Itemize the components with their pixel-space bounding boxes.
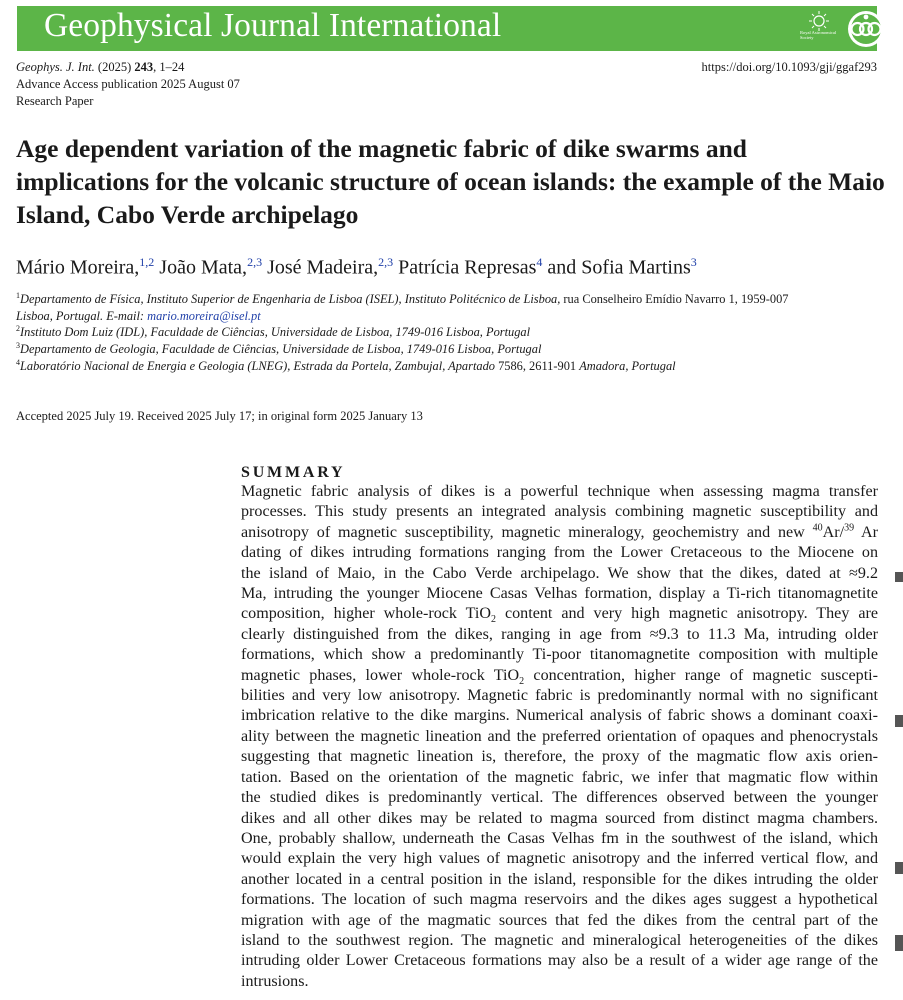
affiliation-text: Laboratório Nacional de Energia e Geologia (LNEG), Estrada da Portela, Zambujal, Apartado: [20, 359, 495, 374]
advance-access-date: Advance Access publication 2025 August 07: [16, 77, 240, 91]
affiliation-4: [16, 354, 886, 375]
affiliation-email-label: Lisboa, Portugal. E-mail:: [16, 309, 145, 324]
author-name: Mário Moreira,: [16, 256, 140, 279]
summary-line: would explain the very high values of magnetic anisotropy and the inferred vertical flow, and: [241, 850, 878, 868]
author-name: and Sofia Martins: [547, 256, 691, 279]
summary-line: island to the southwest region. The magnetic and mineralogical heterogeneities of the dikes: [241, 931, 878, 949]
summary-line: tation. Based on the orientation of the magnetic fabric, we infer that magmatic flow within: [241, 768, 878, 786]
affiliation-address: 7586, 2611-901: [494, 359, 580, 374]
author-name: José Madeira,: [267, 256, 379, 279]
doi-link[interactable]: https://doi.org/10.1093/gji/ggaf293: [701, 60, 877, 74]
affiliation-text: Departamento de Geologia, Faculdade de Ciências, Universidade de Lisboa, 1749-016 Lisboa, Portugal: [20, 342, 542, 357]
summary-line: another located in a central position in the island, responsible for the dikes intruding the older: [241, 870, 878, 888]
journal-abbreviation: Geophys. J. Int.: [16, 60, 95, 74]
citation-line: [16, 60, 184, 75]
author-affiliation-ref[interactable]: 1,2: [139, 255, 155, 269]
affiliation-city: Amadora, Portugal: [579, 359, 676, 374]
author-name: João Mata,: [159, 256, 248, 279]
summary-line: One, probably shallow, underneath the Casas Velhas fm in the southwest of the island, which: [241, 829, 878, 847]
summary-line: the studied dikes is predominantly vertical. The differences observed between the younger: [241, 789, 878, 807]
summary-line: dikes and all other dikes may be related to magma sourced from distinct magma chambers.: [241, 809, 878, 827]
cropped-edge-mark: [895, 715, 903, 727]
summary-line: processes. This study presents an integrated analysis combining magnetic susceptibility and: [241, 503, 878, 521]
affiliation-address: rua Conselheiro Emídio Navarro 1, 1959-007: [560, 292, 789, 307]
open-access-logo-icon: [845, 9, 887, 49]
cropped-edge-mark: [895, 862, 903, 874]
article-title: Age dependent variation of the magnetic fabric of dike swarms and implications for the volcanic structure of ocean islands: the example of the Maio Island, Cabo Verde archipelago: [16, 134, 885, 229]
author-affiliation-ref[interactable]: 3: [690, 255, 697, 269]
author-affiliation-ref[interactable]: 4: [536, 255, 543, 269]
summary-line: bilities and very low anisotropy. Magnetic fabric is predominantly normal with no significant: [241, 687, 878, 705]
sun-emblem-icon: [808, 10, 830, 32]
society-name: Royal Astronomical Society: [800, 30, 837, 41]
author-list: [16, 255, 896, 280]
summary-line: the island of Maio, in the Cabo Verde archipelago. We show that the dikes, dated at ≈9.2: [241, 564, 878, 582]
affiliation-number: 3: [16, 341, 20, 350]
summary-heading: SUMMARY: [241, 464, 346, 481]
author-affiliation-ref[interactable]: 2,3: [247, 255, 263, 269]
journal-name: Geophysical Journal International: [44, 7, 502, 44]
summary-line: Ma, intruding the younger Miocene Casas Velhas formation, display a Ti-rich titanomagnetite: [241, 585, 878, 603]
summary-body: [241, 482, 878, 992]
summary-line: suggesting that magnetic lineation is, therefore, the proxy of the magmatic flow axis orien-: [241, 748, 878, 766]
article-dates: Accepted 2025 July 19. Received 2025 July 17; in original form 2025 January 13: [16, 409, 423, 423]
affiliation-text: Departamento de Física, Instituto Superior de Engenharia de Lisboa (ISEL), Instituto Politécnico de Lisboa,: [20, 292, 561, 307]
affiliation-text: Instituto Dom Luiz (IDL), Faculdade de Ciências, Universidade de Lisboa, 1749-016 Lisboa, Portugal: [20, 325, 531, 340]
citation-year: (2025): [97, 60, 132, 74]
affiliation-number: 4: [16, 358, 20, 367]
summary-line: magnetic phases, lower whole-rock TiO$_2$ concentration, higher range of magnetic suscepti-: [241, 666, 878, 687]
affiliation-number: 1: [16, 291, 20, 300]
cropped-edge-mark: [895, 935, 903, 951]
journal-banner: [17, 6, 877, 51]
summary-line: ality between the magnetic lineation and the preferred orientation of opaques and phenocrystals: [241, 727, 878, 745]
summary-line: formations, which show a predominantly Ti-poor titanomagnetite composition with multiple: [241, 646, 878, 664]
summary-line: Magnetic fabric analysis of dikes is a powerful technique when assessing magma transfer: [241, 483, 878, 500]
article-type: Research Paper: [16, 94, 94, 108]
author-affiliation-ref[interactable]: 2,3: [378, 255, 394, 269]
author-name: Patrícia Represas: [398, 256, 537, 279]
summary-line: intruding older Lower Cretaceous formations may also be a result of a wider age range of the: [241, 952, 878, 970]
affiliation-number: 2: [16, 324, 20, 333]
cropped-edge-mark: [895, 572, 903, 582]
summary-line: migration with age of the magmatic sources that fed the dikes from the central part of the: [241, 911, 878, 929]
citation-pages: , 1–24: [153, 60, 185, 74]
summary-line: dating of dikes intruding formations ranging from the Lower Cretaceous to the Miocene on: [241, 544, 878, 562]
society-logo: [796, 10, 840, 48]
summary-line: imbrication relative to the dike margins. Numerical analysis of fabric shows a dominant coaxi-: [241, 707, 878, 725]
summary-line: anisotropy of magnetic susceptibility, magnetic mineralogy, geochemistry and new $^{40}$Ar/$^{39}$ Ar: [241, 522, 879, 541]
author-email-link[interactable]: mario.moreira@isel.pt: [147, 309, 261, 324]
citation-volume: 243: [134, 60, 154, 74]
summary-line: composition, higher whole-rock TiO$_2$ content and very high magnetic anisotropy. They are: [241, 605, 878, 626]
summary-line: formations. The location of such magma reservoirs and the dikes ages suggest a hypothetical: [241, 891, 878, 909]
summary-line: intrusions.: [241, 972, 309, 990]
summary-line: clearly distinguished from the dikes, ranging in age from ≈9.3 to 11.3 Ma, intruding older: [241, 625, 878, 643]
